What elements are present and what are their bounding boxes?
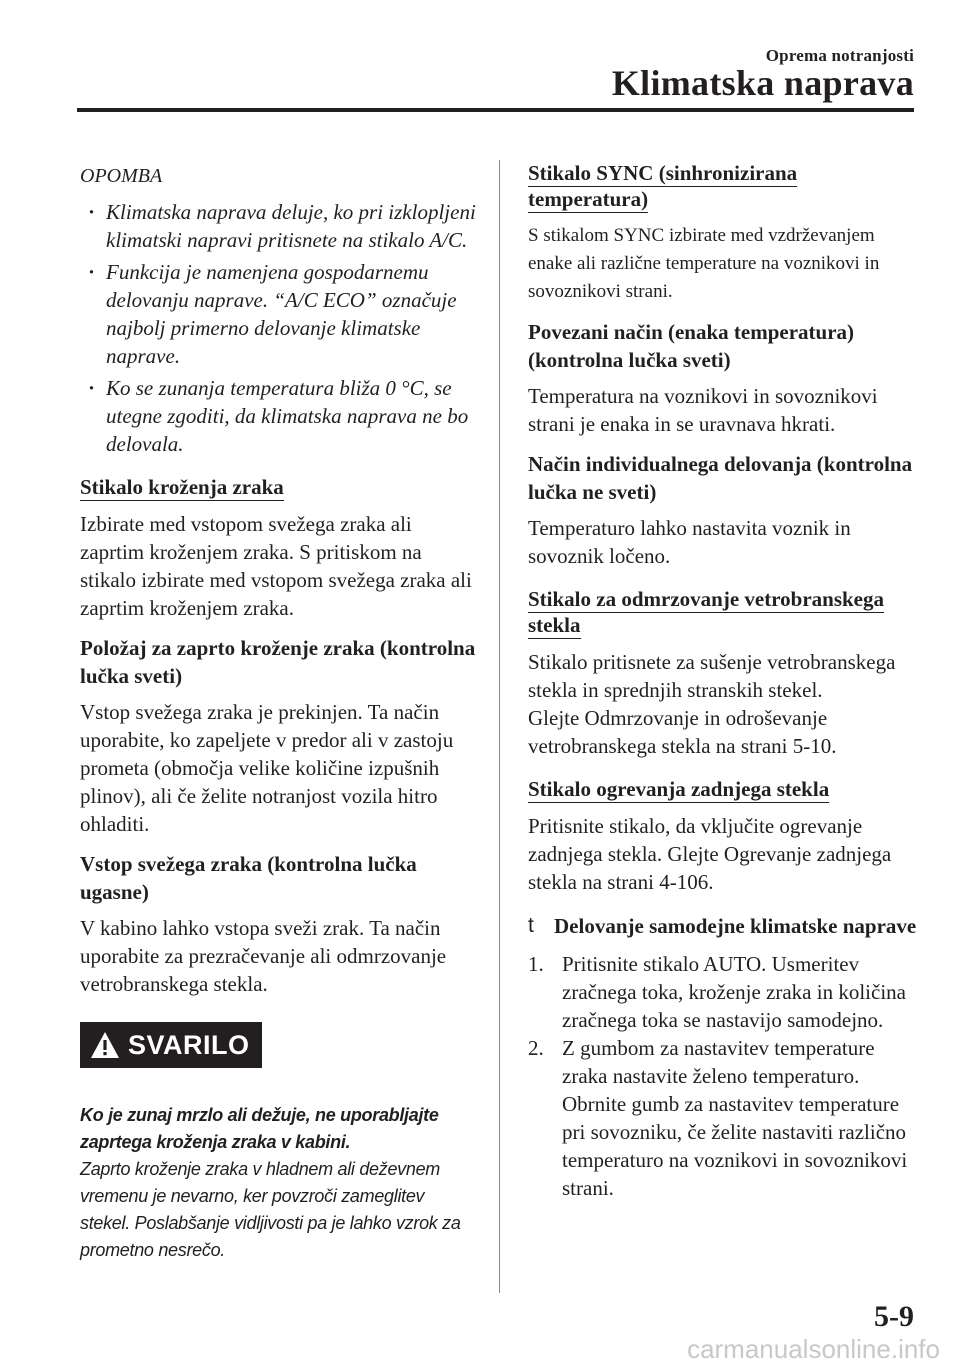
linked-mode-heading: Povezani način (enaka temperatura) (kontrolna lučka sveti) (528, 320, 855, 372)
individual-mode-text: Temperaturo lahko nastavita voznik in sovoznik ločeno. (528, 516, 851, 568)
warning-badge (80, 1022, 262, 1068)
step-item: 2. Z gumbom za nastavitev temperature zraka nastavite želeno temperaturo. Obrnite gumb za nastavitev temperature pri sovozniku, če želite nastaviti različno temperaturo na voznikovi in sovoznikovi strani. (528, 1036, 908, 1200)
header-rule (77, 108, 914, 112)
defrost-heading: Stikalo za odmrzovanje vetrobranskega stekla (528, 587, 885, 637)
page-number: 5-9 (874, 1300, 914, 1333)
section-marker-icon: t (528, 914, 534, 937)
defrost-text: Stikalo pritisnete za sušenje vetrobranskega stekla in sprednjih stranskih stekel. (528, 650, 896, 702)
individual-mode-heading: Način individualnega delovanja (kontrolna lučka ne sveti) (528, 452, 913, 504)
watermark: carmanualsonline.info (687, 1334, 940, 1364)
note-item: · Ko se zunanja temperatura bliža 0 °C, se utegne zgoditi, da klimatska naprava ne bo delovala. (80, 374, 476, 458)
note-item: · Klimatska naprava deluje, ko pri izklopljeni klimatski napravi pritisnete na stikalo A/C. (80, 198, 476, 254)
step-item: 1. Pritisnite stikalo AUTO. Usmeritev zračnega toka, kroženje zraka in količina zračnega toka se nastavijo samodejno. (528, 952, 906, 1032)
recirculation-heading: Stikalo kroženja zraka (80, 475, 284, 499)
auto-operation-heading: t Delovanje samodejne klimatske naprave (528, 914, 917, 938)
fresh-air-heading: Vstop svežega zraka (kontrolna lučka ugasne) (80, 852, 417, 904)
sync-text: S stikalom SYNC izbirate med vzdrževanjem enake ali različne temperature na voznikovi in sovoznikovi strani. (528, 225, 880, 302)
linked-mode-text: Temperatura na voznikovi in sovoznikovi strani je enaka in se uravnava hkrati. (528, 384, 878, 436)
note-title: OPOMBA (80, 165, 163, 187)
warning-text (80, 1102, 476, 1264)
warning-label: SVARILO (128, 1030, 250, 1060)
right-column (528, 160, 918, 1202)
page-title: Klimatska naprava (611, 63, 914, 103)
section-label: Oprema notranjosti (765, 46, 914, 65)
rear-defogger-text: Pritisnite stikalo, da vključite ogrevanje zadnjega stekla. Glejte Ogrevanje zadnjega stekla na strani 4-106. (528, 814, 892, 894)
fresh-air-text: V kabino lahko vstopa sveži zrak. Ta način uporabite za prezračevanje ali odmrzovanje vetrobranskega stekla. (80, 916, 447, 996)
left-column (80, 160, 476, 1264)
rear-defogger-heading: Stikalo ogrevanja zadnjega stekla (528, 777, 830, 801)
column-divider (499, 160, 500, 1293)
warning-bold-text: Ko je zunaj mrzlo ali dežuje, ne uporabljajte zaprtega kroženja zraka v kabini. (80, 1105, 439, 1152)
closed-recirculation-text: Vstop svežega zraka je prekinjen. Ta način uporabite, ko zapeljete v predor ali v zastoju prometa (območja velike količine izpušnih plinov), ali če želite notranjost vozila hitro ohladiti. (80, 700, 454, 836)
warning-body-text: Zaprto kroženje zraka v hladnem ali deževnem vremenu je nevarno, ker povzroči zameglitev stekel. Poslabšanje vidljivosti pa je lahko vzrok za prometno nesrečo. (80, 1159, 461, 1260)
recirculation-text: Izbirate med vstopom svežega zraka ali zaprtim kroženjem zraka. S pritiskom na stikalo izbirate med vstopom svežega zraka ali zaprtim kroženjem zraka. (80, 512, 472, 620)
warning-triangle-icon (90, 1031, 120, 1059)
steps-list (528, 950, 918, 1202)
note-list (80, 198, 476, 458)
note-item: · Funkcija je namenjena gospodarnemu delovanju naprave. “A/C ECO” označuje najbolj primerno delovanje klimatske naprave. (80, 258, 476, 370)
closed-recirculation-heading: Položaj za zaprto kroženje zraka (kontrolna lučka sveti) (80, 636, 476, 688)
sync-heading: Stikalo SYNC (sinhronizirana temperatura) (528, 161, 798, 211)
defrost-reference: Glejte Odmrzovanje in odroševanje vetrobranskega stekla na strani 5-10. (528, 706, 837, 758)
